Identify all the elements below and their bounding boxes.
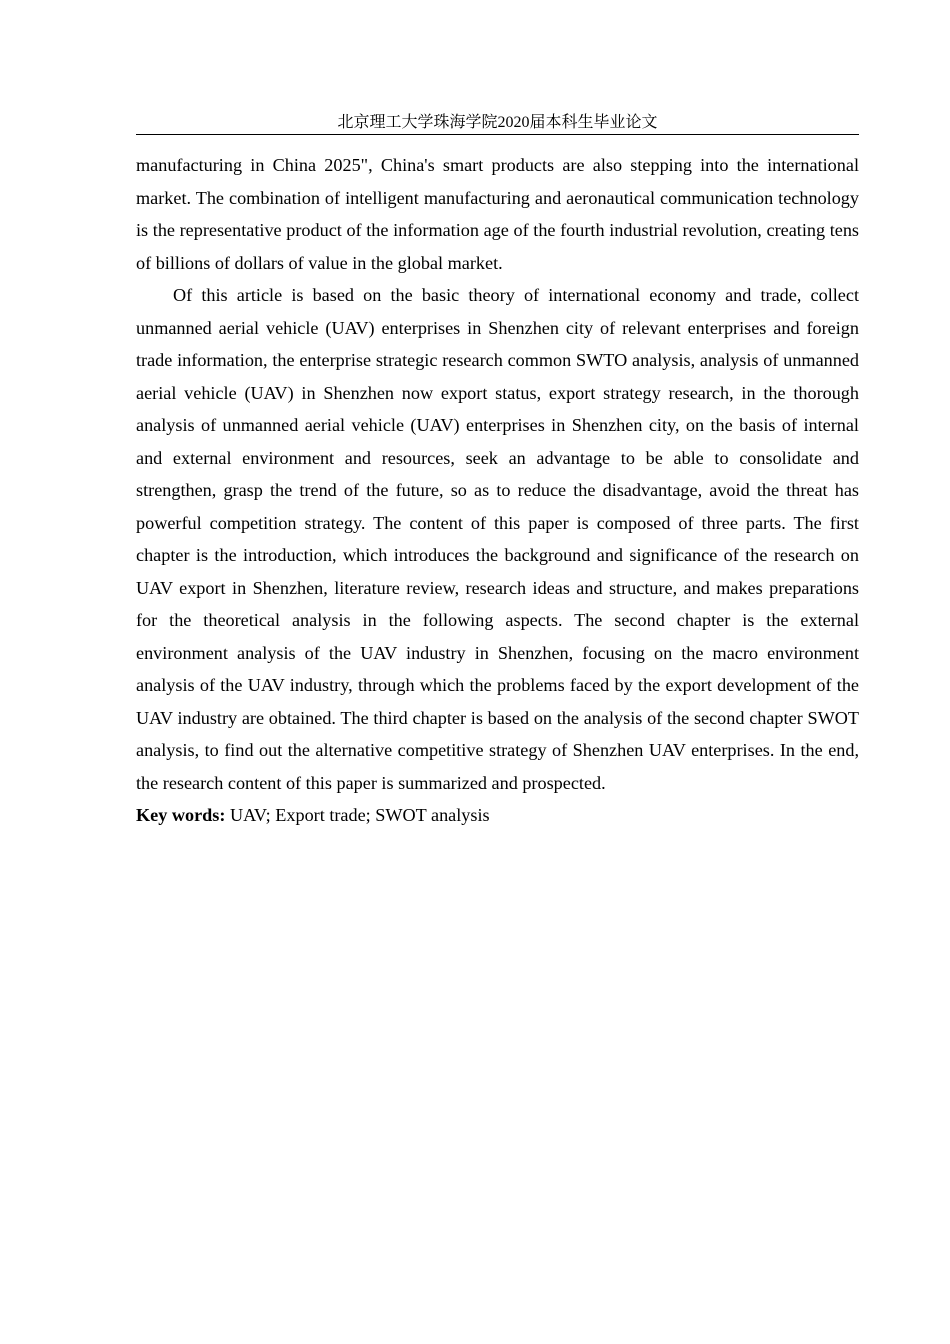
paragraph-continuation: manufacturing in China 2025", China's smart products are also stepping into the international market. The combination of intelligent manufacturing and aeronautical communication technology is the representative product of the information age of the fourth industrial revolution, creating tens of billions of dollars of value in the global market.	[136, 155, 859, 273]
keywords-label: Key words:	[136, 805, 226, 825]
header-title: 北京理工大学珠海学院2020届本科生毕业论文	[337, 114, 658, 131]
page-header	[136, 113, 859, 135]
keywords-line	[136, 799, 859, 832]
abstract-body	[136, 149, 859, 832]
keywords-value: UAV; Export trade; SWOT analysis	[225, 805, 490, 825]
paragraph-main: Of this article is based on the basic theory of international economy and trade, collect unmanned aerial vehicle (UAV) enterprises in Shenzhen city of relevant enterprises and foreign trade information, the enterprise strategic research common SWTO analysis, analysis of unmanned aerial vehicle (UAV) in Shenzhen now export status, export strategy research, in the thorough analysis of unmanned aerial vehicle (UAV) enterprises in Shenzhen city, on the basis of internal and external environment and resources, seek an advantage to be able to consolidate and strengthen, grasp the trend of the future, so as to reduce the disadvantage, avoid the threat has powerful competition strategy. The content of this paper is composed of three parts. The first chapter is the introduction, which introduces the background and significance of the research on UAV export in Shenzhen, literature review, research ideas and structure, and makes preparations for the theoretical analysis in the following aspects. The second chapter is the external environment analysis of the UAV industry in Shenzhen, focusing on the macro environment analysis of the UAV industry, through which the problems faced by the export development of the UAV industry are obtained. The third chapter is based on the analysis of the second chapter SWOT analysis, to find out the alternative competitive strategy of Shenzhen UAV enterprises. In the end, the research content of this paper is summarized and prospected.	[136, 285, 859, 793]
